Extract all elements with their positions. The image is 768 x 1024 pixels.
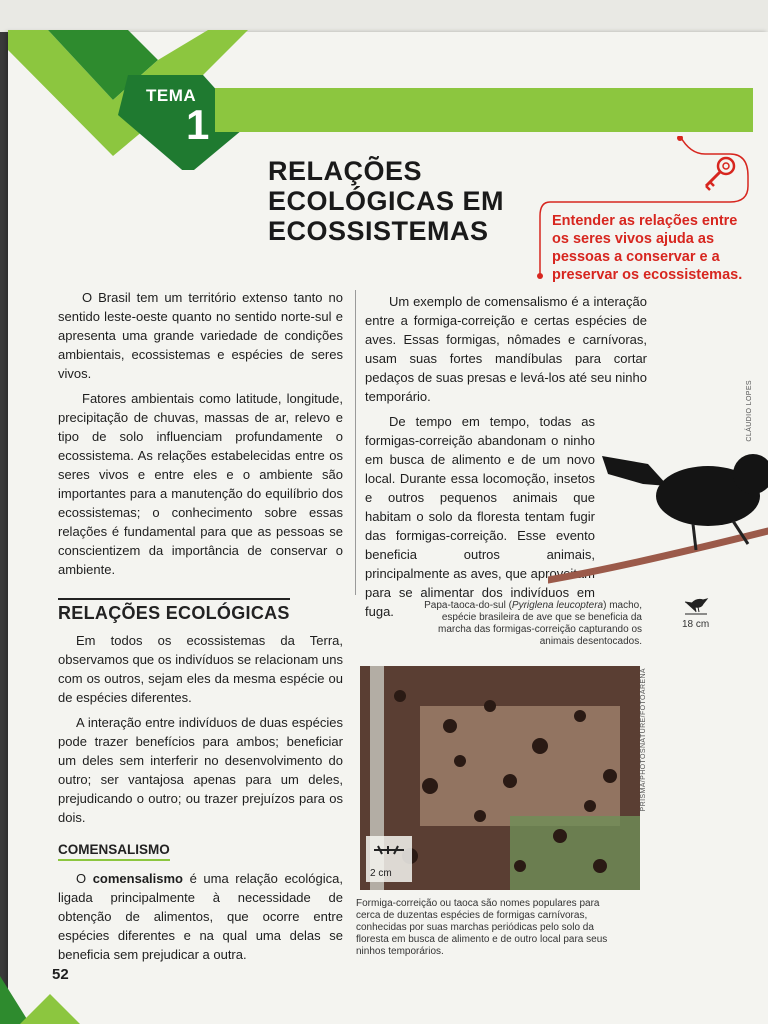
callout-text: Entender as relações entre os seres vivos ajuda as pessoas a conservar e a preservar os ecossistemas.: [552, 213, 743, 283]
bird-illustration: [548, 436, 768, 586]
bird-caption: [412, 600, 642, 648]
page-title: [268, 156, 528, 246]
paragraph: Um exemplo de comensalismo é a interação entre a formiga-correição e certas espécies de aves. Essas formigas, nômades e carnívoras, usam suas fortes mandíbulas para cortar pedaços de suas presas e levá-los até seu ninho temporário.: [365, 294, 647, 404]
book-spine: [0, 32, 8, 1024]
caption-text: ) macho, espécie brasileira de ave que se beneficia da marcha das formigas-correição capturando os animais desentocados.: [438, 600, 642, 647]
intro-column: [58, 288, 343, 585]
paragraph: Em todos os ecossistemas da Terra, observamos que os indivíduos se relacionam uns com os outros, sejam eles da mesma espécie ou de espécies diferentes.: [58, 633, 343, 705]
paragraph: De tempo em tempo, todas as formigas-correição abandonam o ninho em busca de alimento e de um novo local. Durante essa locomoção, insetos e outros pequenos animais que habitam o solo da floresta tentam fugir das formigas-correição. Esse evento beneficia outros animais, principalmente as aves, que aproveitam para se alimentar dos indivíduos em fuga.: [365, 414, 595, 619]
title-line: RELAÇÕES: [268, 156, 423, 186]
ant-caption: Formiga-correição ou taoca são nomes populares para cerca de duzentas espécies de formigas carnívoras, conhecidas por suas marchas periódicas pelo solo da floresta em busca de alimento e de outro local para seus ninhos temporários.: [356, 898, 608, 957]
tema-number: 1: [186, 101, 210, 148]
title-line: ECOSSISTEMAS: [268, 216, 489, 246]
comensalismo-section: [58, 840, 343, 970]
text: é uma relação ecológica, ligada principalmente à necessidade de obtenção de alimentos, que ocorre entre espécies diferentes e na qual uma delas se beneficia sem prejudicar a outra.: [58, 871, 343, 962]
bird-scale: [682, 594, 709, 630]
paragraph: [58, 869, 343, 964]
tema-label: TEMA: [146, 86, 197, 105]
ant-photo: [360, 666, 640, 890]
bird-icon: [683, 594, 709, 616]
text: O: [76, 871, 93, 886]
section-heading: RELAÇÕES ECOLÓGICAS: [58, 598, 290, 623]
page-number: 52: [52, 966, 69, 983]
key-icon: [706, 158, 734, 190]
tema-band: [215, 88, 753, 132]
subsection-heading: COMENSALISMO: [58, 840, 170, 861]
ant-scale: 2 cm: [370, 868, 392, 879]
photo-credit: PRISMA/PHOTOSNATURE/FOTOARENA: [640, 668, 647, 812]
scientific-name: Pyriglena leucoptera: [511, 600, 604, 611]
paragraph: Fatores ambientais como latitude, longitude, precipitação de chuvas, massas de ar, relevo e tipo de solo influenciam profundamente o ecossistema. As relações estabelecidas entre os seres vivos e entre eles e o ambiente são importantes para a manutenção do equilíbrio dos ecossistemas; o conhecimento sobre essas relações é fundamental para que as pessoas se conscientizem da importância de conservar o ambiente.: [58, 391, 343, 577]
title-line: ECOLÓGICAS EM: [268, 186, 505, 216]
caption-text: Papa-taoca-do-sul (: [424, 600, 512, 611]
column-divider: [355, 290, 356, 595]
photo-credit: CLÁUDIO LOPES: [746, 380, 753, 442]
paragraph: O Brasil tem um território extenso tanto no sentido leste-oeste quanto no sentido norte-sul e apresenta uma grande variedade de condições ambientais, ecossistemas e espécies de seres vivos.: [58, 290, 343, 381]
scale-label: 18 cm: [682, 619, 710, 630]
corner-decoration: [0, 966, 90, 1024]
paragraph: A interação entre indivíduos de duas espécies pode trazer benefícios para ambos; beneficiar um deles sem interferir no desenvolvimento do outro; ser vantajosa apenas para um deles, prejudicando o outro; ou trazer prejuízos para os dois.: [58, 715, 343, 825]
term: comensalismo: [92, 871, 184, 886]
relacoes-section: [58, 598, 343, 833]
